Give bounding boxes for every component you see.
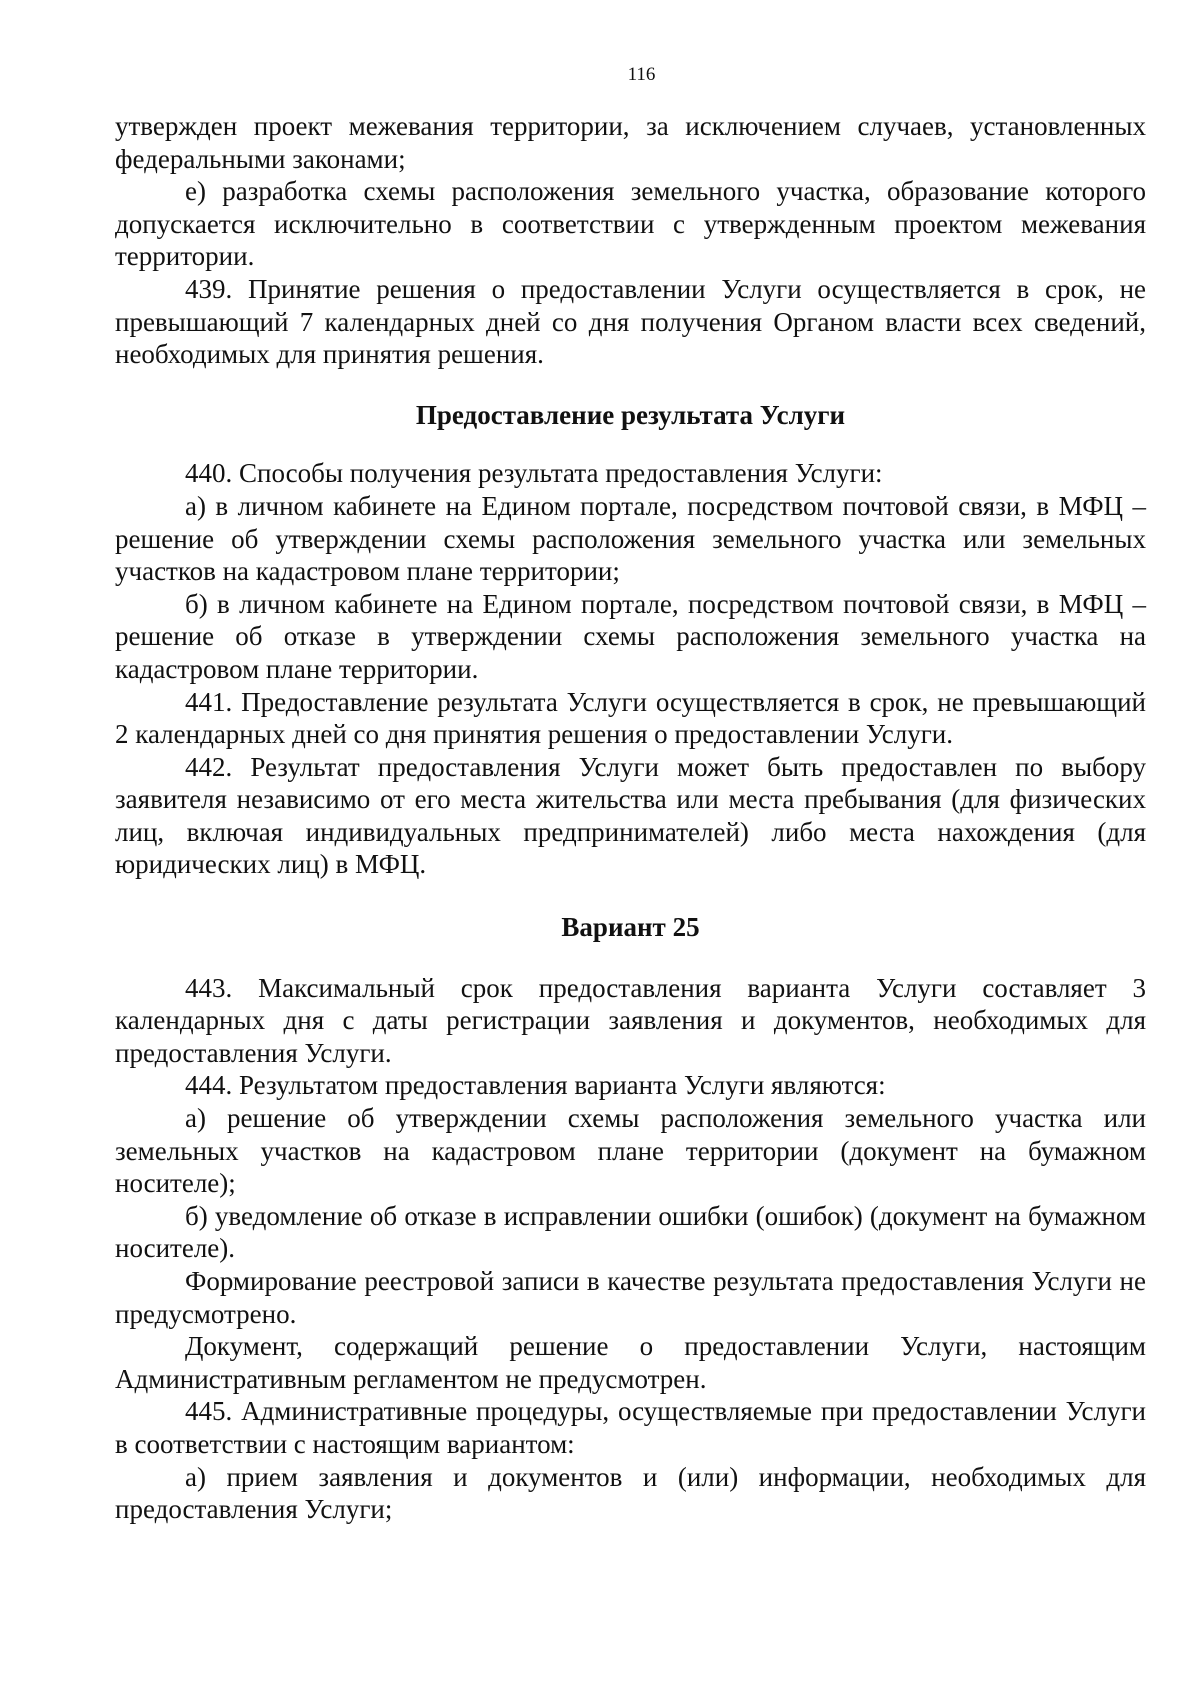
- paragraph-445: 445. Административные процедуры, осуществляемые при предоставлении Услуги в соответствии с настоящим вариантом:: [115, 1396, 1146, 1459]
- section-heading-variant: Вариант 25: [561, 912, 700, 943]
- paragraph-442: 442. Результат предоставления Услуги может быть предоставлен по выбору заявителя независимо от его места жительства или места пребывания (для физических лиц, включая индивидуальных предпринимателей) либо места нахождения (для юридических лиц) в МФЦ.: [115, 751, 1146, 880]
- paragraph-444-b: б) уведомление об отказе в исправлении ошибки (ошибок) (документ на бумажном носителе).: [115, 1200, 1146, 1264]
- paragraph-registry-record: Формирование реестровой записи в качестве результата предоставления Услуги не предусмотрено.: [115, 1266, 1146, 1329]
- section-heading-result: Предоставление результата Услуги: [415, 399, 846, 430]
- paragraph-decision-document: Документ, содержащий решение о предоставлении Услуги, настоящим Административным регламентом не предусмотрен.: [115, 1331, 1146, 1394]
- paragraph-443: 443. Максимальный срок предоставления варианта Услуги составляет 3 календарных дня с даты регистрации заявления и документов, необходимых для предоставления Услуги.: [115, 972, 1146, 1068]
- paragraph-441: 441. Предоставление результата Услуги осуществляется в срок, не превышающий 2 календарных дней со дня принятия решения о предоставлении Услуги.: [115, 686, 1146, 750]
- paragraph-439: 439. Принятие решения о предоставлении Услуги осуществляется в срок, не превышающий 7 календарных дней со дня получения Органом власти всех сведений, необходимых для принятия решения.: [115, 273, 1146, 370]
- paragraph-440: 440. Способы получения результата предоставления Услуги:: [185, 458, 883, 489]
- paragraph-continuation: утвержден проект межевания территории, за исключением случаев, установленных федеральными законами;: [115, 111, 1146, 174]
- paragraph-445-a: а) прием заявления и документов и (или) информации, необходимых для предоставления Услуги;: [115, 1461, 1146, 1525]
- page-number: 116: [627, 64, 656, 85]
- paragraph-item-e: е) разработка схемы расположения земельного участка, образование которого допускается исключительно в соответствии с утвержденным проектом межевания территории.: [115, 176, 1146, 272]
- paragraph-440-a: а) в личном кабинете на Едином портале, посредством почтовой связи, в МФЦ – решение об утверждении схемы расположения земельного участка или земельных участков на кадастровом плане территории;: [115, 490, 1146, 587]
- paragraph-440-b: б) в личном кабинете на Едином портале, посредством почтовой связи, в МФЦ – решение об отказе в утверждении схемы расположения земельного участка на кадастровом плане территории.: [115, 588, 1146, 684]
- document-page: [115, 64, 1146, 1526]
- paragraph-444: 444. Результатом предоставления варианта Услуги являются:: [185, 1070, 886, 1101]
- paragraph-444-a: а) решение об утверждении схемы расположения земельного участка или земельных участков на кадастровом плане территории (документ на бумажном носителе);: [115, 1103, 1146, 1199]
